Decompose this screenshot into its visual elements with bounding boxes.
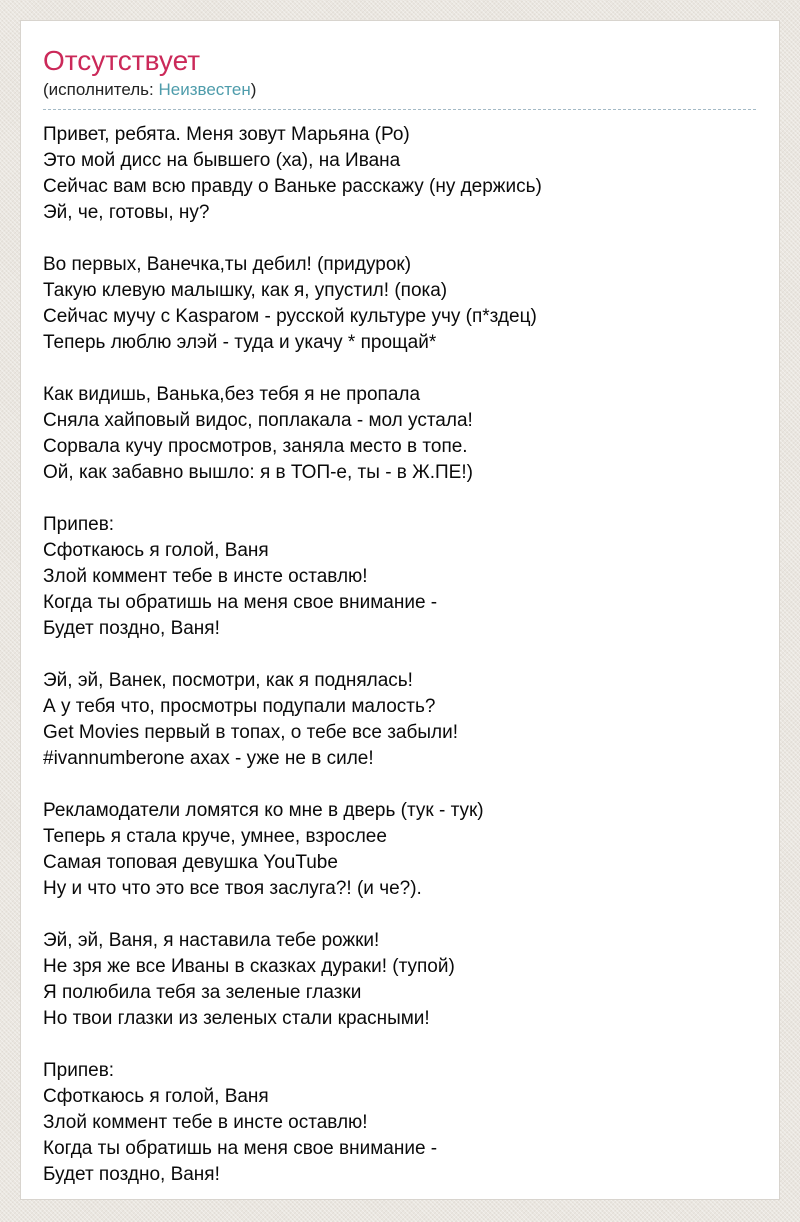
lyric-line: Будет поздно, Ваня!	[43, 1164, 220, 1185]
lyric-line: А у тебя что, просмотры подупали малость?	[43, 696, 436, 717]
lyric-line: Get Movies первый в топах, о тебе все забыли!	[43, 722, 458, 743]
lyric-line: Припев:	[43, 514, 115, 535]
lyric-line: Ну и что что это все твоя заслуга?! (и че?).	[43, 878, 422, 899]
lyric-line: Будет поздно, Ваня!	[43, 618, 220, 639]
stanza	[43, 668, 756, 772]
song-title: Отсутствует	[43, 45, 201, 76]
lyric-line: Сорвала кучу просмотров, заняла место в топе.	[43, 436, 468, 457]
lyric-line: #ivannumberone ахах - уже не в силе!	[43, 748, 374, 769]
lyric-line: Теперь я стала круче, умнее, взрослее	[43, 826, 387, 847]
lyric-line: Ой, как забавно вышло: я в ТОП-е, ты - в Ж.ПЕ!)	[43, 462, 473, 483]
lyric-line: Не зря же все Иваны в сказках дураки! (тупой)	[43, 956, 455, 977]
artist-link[interactable]: Неизвестен	[158, 80, 251, 99]
stanza	[43, 798, 756, 902]
lyric-line: Сфоткаюсь я голой, Ваня	[43, 540, 269, 561]
artist-label-prefix: (исполнитель:	[43, 80, 159, 99]
lyric-line: Сняла хайповый видос, поплакала - мол устала!	[43, 410, 473, 431]
artist-line	[43, 80, 756, 110]
stanza	[43, 1058, 756, 1188]
lyric-line: Во первых, Ванечка,ты дебил! (придурок)	[43, 254, 412, 275]
lyric-line: Теперь люблю элэй - туда и укачу * прощай*	[43, 332, 437, 353]
lyric-line: Сейчас вам всю правду о Ваньке расскажу (ну держись)	[43, 176, 542, 197]
lyric-line: Эй, эй, Ваня, я наставила тебе рожки!	[43, 930, 380, 951]
lyric-line: Припев:	[43, 1060, 115, 1081]
lyric-line: Как видишь, Ванька,без тебя я не пропала	[43, 384, 421, 405]
lyric-line: Злой коммент тебе в инсте оставлю!	[43, 566, 368, 587]
stanza	[43, 122, 756, 226]
stanza	[43, 512, 756, 642]
stanza	[43, 928, 756, 1032]
lyric-line: Когда ты обратишь на меня свое внимание -	[43, 1138, 438, 1159]
artist-label-suffix: )	[250, 80, 257, 99]
lyric-line: Такую клевую малышку, как я, упустил! (пока)	[43, 280, 448, 301]
stanza	[43, 252, 756, 356]
lyric-line: Привет, ребята. Меня зовут Марьяна (Ро)	[43, 124, 410, 145]
lyric-line: Рекламодатели ломятся ко мне в дверь (тук - тук)	[43, 800, 484, 821]
lyric-line: Я полюбила тебя за зеленые глазки	[43, 982, 362, 1003]
content-card	[20, 20, 780, 1200]
lyric-line: Когда ты обратишь на меня свое внимание -	[43, 592, 438, 613]
lyric-line: Эй, эй, Ванек, посмотри, как я поднялась!	[43, 670, 413, 691]
lyric-line: Это мой дисс на бывшего (ха), на Ивана	[43, 150, 401, 171]
lyric-line: Сейчас мучу с Kasparом - русской культуре учу (п*здец)	[43, 306, 537, 327]
stanza	[43, 382, 756, 486]
lyrics-text	[43, 122, 756, 1188]
lyric-line: Самая топовая девушка YouTube	[43, 852, 338, 873]
lyric-line: Эй, че, готовы, ну?	[43, 202, 210, 223]
lyric-line: Но твои глазки из зеленых стали красными!	[43, 1008, 430, 1029]
lyric-line: Сфоткаюсь я голой, Ваня	[43, 1086, 269, 1107]
lyric-line: Злой коммент тебе в инсте оставлю!	[43, 1112, 368, 1133]
